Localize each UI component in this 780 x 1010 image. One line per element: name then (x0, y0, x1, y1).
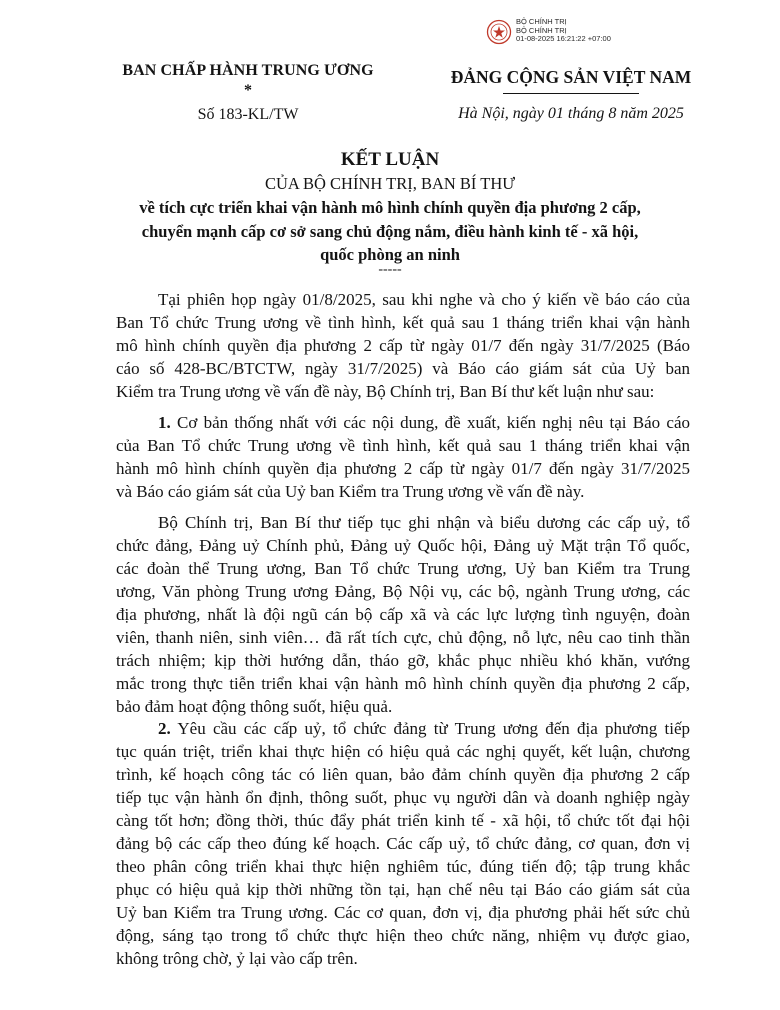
topic-line: quốc phòng an ninh (320, 245, 460, 264)
stamp-line-2: BỘ CHÍNH TRỊ (516, 25, 567, 35)
text-line: hành mô hình chính quyền địa phương 2 cấp từ ngày 01/7 đến ngày 31/7/2025 (116, 459, 690, 478)
paragraph-recognition (116, 511, 690, 718)
text-line: phục có hiệu quả kịp thời những tồn tại, hạn chế nêu tại Báo cáo giám sát của (116, 880, 690, 899)
document-title: KẾT LUẬN (340, 149, 440, 170)
text-line: của Ban Tổ chức Trung ương về tình hình, kết quả sau 1 tháng triển khai vận (116, 436, 690, 455)
text-line: viên, thanh niên, sinh viên… đã rất tích cực, chủ động, nỗ lực, nêu cao tinh thần (116, 628, 690, 647)
header-star: * (244, 82, 252, 99)
document-subtitle: CỦA BỘ CHÍNH TRỊ, BAN BÍ THƯ (264, 174, 516, 193)
text-line: và Báo cáo giám sát của Uỷ ban Kiểm tra Trung ương về vấn đề này. (116, 482, 585, 501)
text-fragment: Cơ bản thống nhất với các nội dung, đề xuất, kiến nghị nêu tại Báo cáo (177, 413, 690, 432)
item-number: 2. (158, 719, 171, 738)
emblem-icon (486, 19, 512, 45)
text-line: Ban Tổ chức Trung ương về tình hình, kết quả sau 1 tháng triển khai vận hành (116, 313, 690, 332)
text-line: ương, Văn phòng Trung ương Đảng, Bộ Nội vụ, các bộ, ngành Trung ương, các (116, 582, 690, 601)
text-line: chức đảng, Đảng uỷ Chính phủ, Đảng uỷ Quốc hội, Đảng uỷ Mặt trận Tổ quốc, (116, 536, 690, 555)
text-line: theo phân công triển khai thực hiện nghiêm túc, đúng tiến độ; tập trung khắc (116, 857, 690, 876)
paragraph-intro (116, 288, 690, 403)
text-line: tục quán triệt, triển khai thực hiện có hiệu quả các nghị quyết, kết luận, chương (116, 742, 690, 761)
topic-line: chuyển mạnh cấp cơ sở sang chủ động nắm, điều hành kinh tế - xã hội, (141, 221, 639, 241)
paragraph-item-1 (116, 411, 690, 503)
stamp-line-1: BỘ CHÍNH TRỊ (516, 17, 567, 26)
topic-line: về tích cực triển khai vận hành mô hình chính quyền địa phương 2 cấp, (139, 198, 641, 217)
text-line: Kiểm tra Trung ương về vấn đề này, Bộ Chính trị, Ban Bí thư kết luận như sau: (116, 382, 655, 401)
place-date: Hà Nội, ngày 01 tháng 8 năm 2025 (458, 105, 684, 122)
text-line: bảo đảm hoạt động thông suốt, hiệu quả. (116, 697, 393, 716)
title-separator: ----- (378, 262, 402, 277)
party-name-underline (503, 93, 639, 94)
item-number: 1. (158, 413, 171, 432)
paragraph-item-2 (116, 717, 690, 970)
text-line: các đoàn thể Trung ương, Ban Tổ chức Trung ương, Uỷ ban Kiểm tra Trung (116, 559, 690, 578)
issuing-organization: BAN CHẤP HÀNH TRUNG ƯƠNG (122, 62, 374, 79)
text-line: càng tốt hơn; đồng thời, thúc đẩy phát triển kinh tế - xã hội, tổ chức tốt đại hội (116, 811, 690, 830)
text-line: tiếp tục vận hành ổn định, thông suốt, phục vụ người dân và doanh nghiệp ngày (116, 788, 690, 807)
text-fragment: Yêu cầu các cấp uỷ, tổ chức đảng từ Trung ương đến địa phương tiếp (177, 719, 690, 738)
text-line (116, 717, 690, 740)
text-line: không trông chờ, ỷ lại vào cấp trên. (116, 949, 358, 968)
text-line: Bộ Chính trị, Ban Bí thư tiếp tục ghi nhận và biểu dương các cấp uỷ, tổ (158, 513, 690, 532)
document-number: Số 183-KL/TW (197, 106, 299, 123)
text-line: Tại phiên họp ngày 01/8/2025, sau khi nghe và cho ý kiến về báo cáo của (158, 290, 690, 309)
stamp-timestamp: 01-08-2025 16:21:22 +07:00 (516, 34, 611, 43)
text-line: mắc trong thực tiễn triển khai vận hành mô hình chính quyền địa phương 2 cấp, (116, 674, 690, 693)
party-name: ĐẢNG CỘNG SẢN VIỆT NAM (450, 67, 692, 87)
text-line: cáo số 428-BC/BTCTW, ngày 31/7/2025) và Báo cáo giám sát của Uỷ ban (116, 359, 690, 378)
text-line: đảng bộ các cấp theo đúng kế hoạch. Các cấp uỷ, tổ chức đảng, cơ quan, đơn vị (116, 834, 690, 853)
text-line: địa phương, nhất là đội ngũ cán bộ cấp xã và các lực lượng tình nguyện, đoàn (116, 605, 690, 624)
document-topic (80, 196, 700, 267)
text-line: động, sáng tạo trong tổ chức thực hiện theo chức năng, nhiệm vụ được giao, (116, 926, 690, 945)
signature-stamp (486, 18, 686, 48)
text-line (116, 411, 690, 434)
text-line: Uỷ ban Kiểm tra Trung ương. Các cơ quan, đơn vị, địa phương phải hết sức chủ (116, 903, 690, 922)
text-line: trình, kế hoạch công tác có liên quan, bảo đảm chính quyền địa phương 2 cấp (116, 765, 690, 784)
text-line: mô hình chính quyền địa phương 2 cấp từ ngày 01/7 đến ngày 31/7/2025 (Báo (116, 336, 690, 355)
text-line: trách nhiệm; kịp thời hướng dẫn, tháo gỡ, khắc phục nhiều khó khăn, vướng (116, 651, 690, 670)
